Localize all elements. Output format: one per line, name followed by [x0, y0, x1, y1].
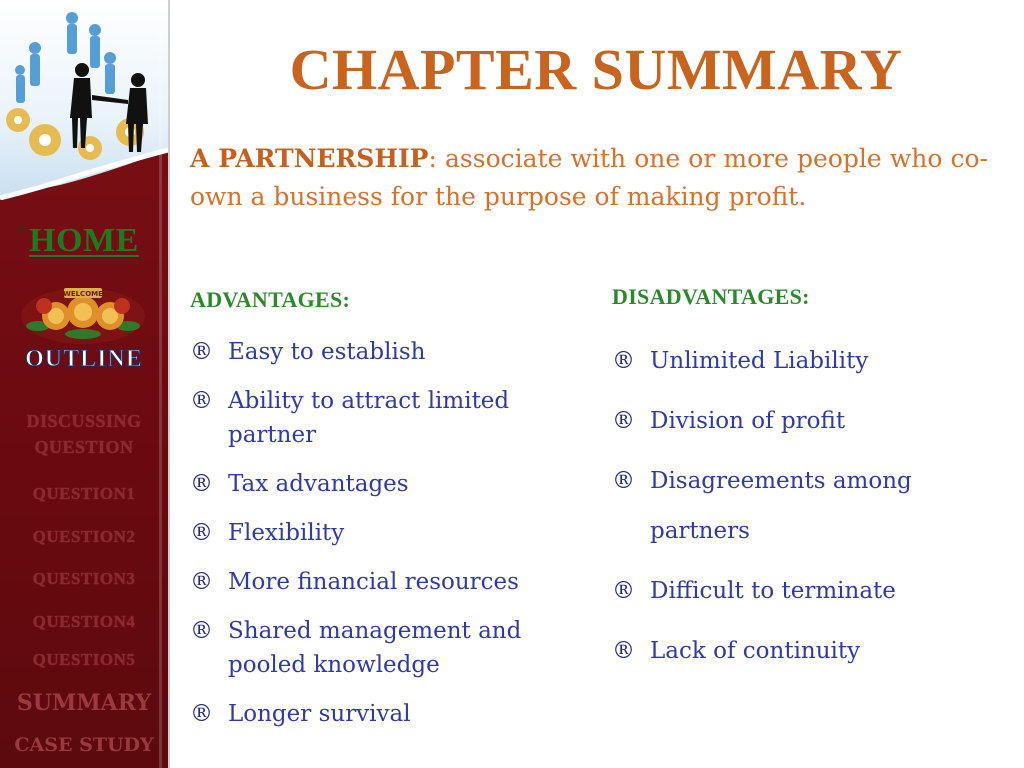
list-item — [612, 566, 1002, 616]
registered-bullet-icon: ® — [190, 520, 213, 546]
registered-bullet-icon: ® — [190, 701, 213, 727]
disadvantages-list — [612, 336, 1002, 676]
partnership-definition — [190, 140, 988, 216]
registered-bullet-icon: ® — [190, 339, 213, 365]
nav-question3-link[interactable]: QUESTION3 — [32, 569, 136, 588]
page-title: CHAPTER SUMMARY — [289, 37, 903, 102]
list-item — [190, 565, 580, 599]
registered-bullet-icon: ® — [612, 468, 635, 494]
registered-bullet-icon: ® — [612, 408, 635, 434]
list-item-text: Shared management and pooled knowledge — [228, 618, 522, 678]
list-item-text: Unlimited Liability — [650, 348, 869, 374]
nav-summary-link[interactable]: SUMMARY — [16, 690, 152, 716]
nav-discussing-question-link[interactable]: DISCUSSING QUESTION — [26, 411, 142, 457]
nav-question4-link[interactable]: QUESTION4 — [32, 612, 136, 631]
definition-text: : associate with one or more people who co-own a business for the purpose of making profit. — [190, 144, 988, 211]
nav-home-link[interactable]: HOME — [29, 222, 139, 259]
registered-bullet-icon: ® — [190, 388, 213, 414]
list-item — [190, 384, 580, 452]
list-item-text: Division of profit — [650, 408, 846, 434]
nav-question2-link[interactable]: QUESTION2 — [32, 527, 136, 546]
advantages-heading: ADVANTAGES: — [190, 287, 351, 312]
advantages-section — [190, 284, 580, 746]
registered-bullet-icon: ® — [190, 618, 213, 644]
list-item — [190, 697, 580, 731]
nav-question1-link[interactable]: QUESTION1 — [32, 484, 136, 503]
list-item — [612, 456, 1002, 556]
disadvantages-heading: DISADVANTAGES: — [612, 284, 810, 309]
registered-bullet-icon: ® — [190, 471, 213, 497]
list-item-text: More financial resources — [228, 569, 519, 595]
registered-bullet-icon: ® — [612, 578, 635, 604]
definition-term: A PARTNERSHIP — [190, 144, 429, 173]
list-item-text: Flexibility — [228, 520, 345, 546]
business-people-illustration-icon — [0, 0, 168, 200]
list-item — [190, 516, 580, 550]
nav-question5-link[interactable]: QUESTION5 — [32, 650, 136, 669]
list-item-text: Disagreements among partners — [650, 468, 912, 544]
advantages-list — [190, 335, 580, 731]
registered-bullet-icon: ® — [612, 638, 635, 664]
registered-bullet-icon: ® — [190, 569, 213, 595]
list-item — [612, 336, 1002, 386]
sidebar-nav — [0, 0, 170, 768]
list-item — [190, 467, 580, 501]
list-item-text: Lack of continuity — [650, 638, 861, 664]
list-item-text: Longer survival — [228, 701, 411, 727]
nav-case-study-link[interactable]: CASE STUDY — [14, 734, 154, 756]
roses-emblem-icon — [18, 282, 148, 346]
list-item-text: Easy to establish — [228, 339, 426, 365]
list-item-text: Difficult to terminate — [650, 578, 896, 604]
badge-text: WELCOME — [63, 290, 103, 298]
disadvantages-section — [612, 284, 1002, 686]
list-item — [190, 614, 580, 682]
registered-bullet-icon: ® — [612, 348, 635, 374]
list-item — [612, 626, 1002, 676]
nav-outline-link[interactable]: OUTLINE — [25, 346, 143, 372]
list-item-text: Tax advantages — [228, 471, 409, 497]
list-item — [612, 396, 1002, 446]
list-item-text: Ability to attract limited partner — [228, 388, 510, 448]
list-item — [190, 335, 580, 369]
